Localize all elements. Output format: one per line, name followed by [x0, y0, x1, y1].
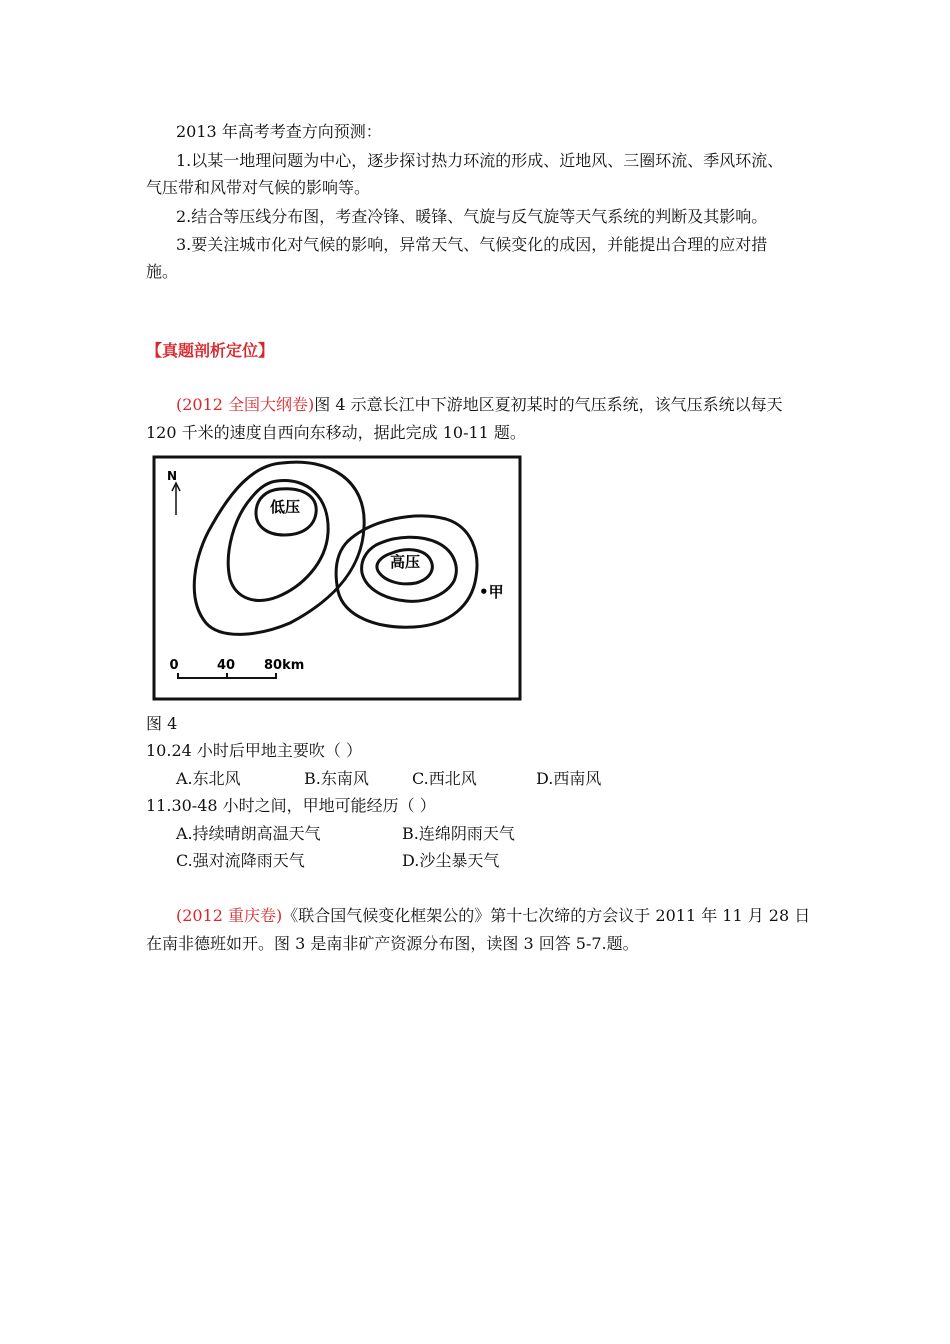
q1-intro-line-2: 120 千米的速度自西向东移动，据此完成 10-11 题。: [146, 423, 526, 442]
forecast-item-3-line-1: 3.要关注城市化对气候的影响，异常天气、气候变化的成因，并能提出合理的应对措: [176, 235, 768, 254]
low-pressure-label: 低压: [269, 498, 301, 516]
figure-caption: 图 4: [146, 714, 178, 733]
pressure-system-map: [152, 455, 524, 701]
forecast-item-1-line-1: 1.以某一地理问题为中心，逐步探讨热力环流的形成、近地风、三圈环流、季风环流、: [176, 151, 784, 170]
forecast-item-1-line-2: 气压带和风带对气候的影响等。: [146, 178, 371, 197]
q1-source: (2012 全国大纲卷): [176, 395, 315, 414]
forecast-heading: 2013 年高考考查方向预测：: [176, 122, 382, 141]
point-jia-label: •甲: [479, 583, 504, 601]
q10-option-d: D.西南风: [536, 769, 602, 788]
q11-option-b: B.连绵阴雨天气: [402, 824, 515, 843]
high-pressure-label: 高压: [389, 553, 421, 571]
q10-option-c: C.西北风: [412, 769, 477, 788]
q1-intro-line-1: [176, 395, 783, 415]
q11-stem: 11.30-48 小时之间，甲地可能经历（ ）: [146, 796, 436, 815]
q11-option-d: D.沙尘暴天气: [402, 851, 500, 870]
q2-source: (2012 重庆卷): [176, 906, 283, 925]
scale-label-80: 80km: [264, 658, 305, 673]
q10-stem: 10.24 小时后甲地主要吹（ ）: [146, 741, 362, 760]
q2-intro-text: 《联合国气候变化框架公的》第十七次缔的方会议于 2011 年 11 月 28 日: [282, 906, 811, 925]
scale-label-0: 0: [169, 658, 179, 673]
forecast-item-3-line-2: 施。: [146, 262, 179, 281]
q11-option-a: A.持续晴朗高温天气: [176, 824, 321, 843]
q11-option-c: C.强对流降雨天气: [176, 851, 305, 870]
q2-intro-line-1: [176, 906, 810, 926]
q2-intro-line-2: 在南非德班如开。图 3 是南非矿产资源分布图，读图 3 回答 5-7.题。: [146, 934, 639, 953]
scale-label-40: 40: [216, 658, 236, 673]
north-label: N: [166, 469, 178, 483]
section-title: 【真题剖析定位】: [146, 341, 275, 360]
q1-intro-text: 图 4 示意长江中下游地区夏初某时的气压系统，该气压系统以每天: [314, 395, 783, 414]
forecast-item-2: 2.结合等压线分布图，考查冷锋、暖锋、气旋与反气旋等天气系统的判断及其影响。: [176, 207, 768, 226]
q10-option-b: B.东南风: [304, 769, 369, 788]
q10-option-a: A.东北风: [176, 769, 241, 788]
